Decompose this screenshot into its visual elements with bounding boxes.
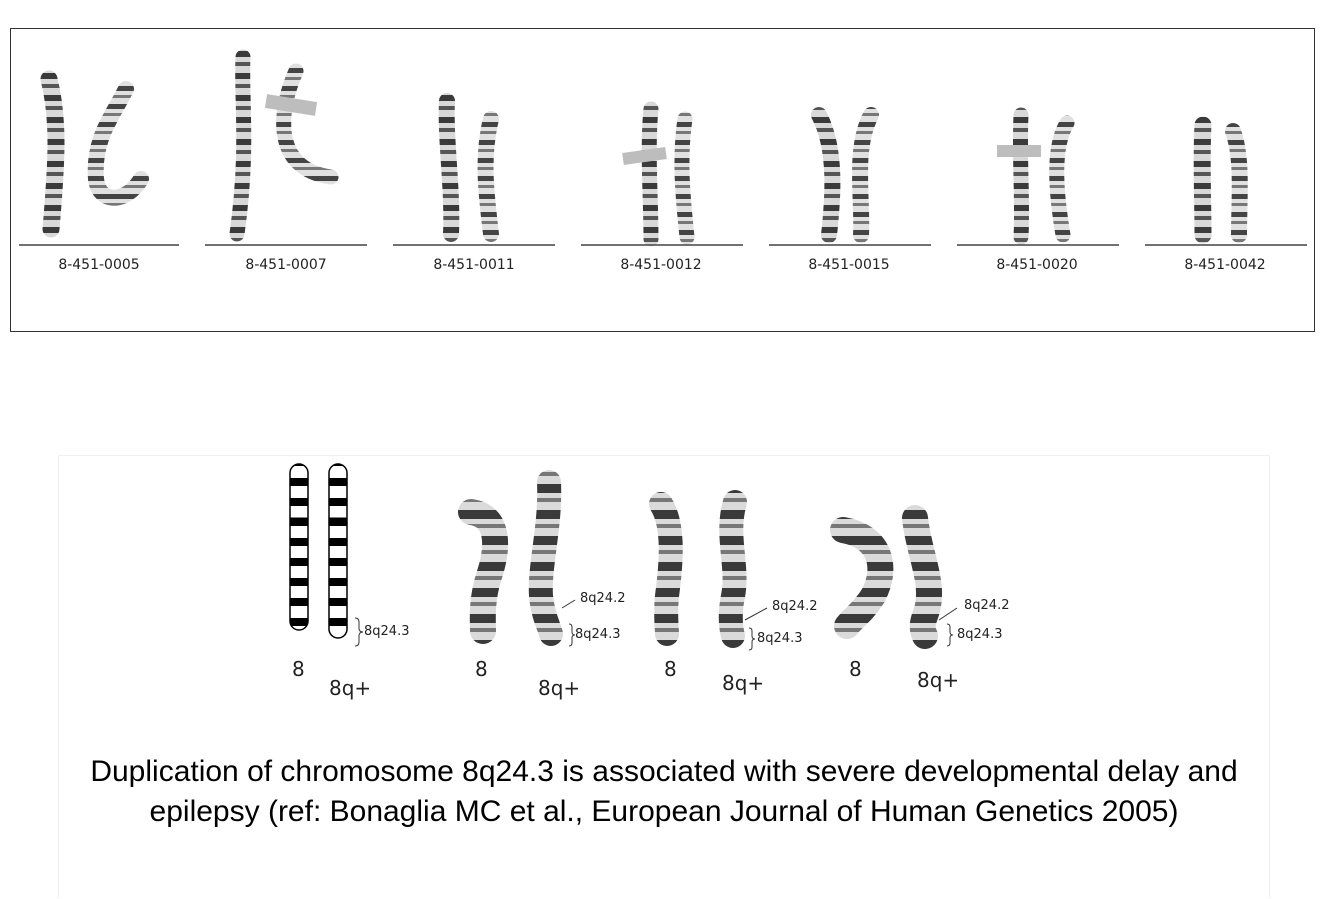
chromosome-pair (623, 109, 687, 239)
ideogram-normal (290, 464, 308, 630)
band-label: 8q24.3 (957, 627, 1003, 642)
chromosome-pair (819, 115, 871, 235)
sample-id-label: 8-451-0005 (58, 257, 140, 273)
normal-chromosome-label: 8 (849, 657, 862, 681)
normal-chromosome-label: 8 (475, 657, 488, 681)
derived-chromosome-label: 8q+ (538, 676, 581, 700)
sample-id-label: 8-451-0011 (433, 257, 515, 273)
derived-chromosome-label: 8q+ (722, 671, 765, 695)
sample-id-label: 8-451-0042 (1184, 257, 1266, 273)
derived-chromosome-label: 8q+ (917, 668, 960, 692)
derived-chromosome-label: 8q+ (329, 676, 372, 700)
sample-id-label: 8-451-0020 (996, 257, 1078, 273)
chromosome-pair (49, 79, 141, 229)
karyotype-panel (10, 28, 1315, 332)
karyotype-drawing (11, 29, 1316, 333)
band-label: 8q24.3 (575, 627, 621, 642)
chromosome-pair (471, 482, 551, 634)
band-label: 8q24.2 (964, 598, 1010, 613)
band-label: 8q24.3 (364, 624, 410, 639)
normal-chromosome-label: 8 (292, 657, 305, 681)
chromosome-pair (997, 115, 1067, 237)
band-label: 8q24.2 (772, 599, 818, 614)
normal-chromosome-label: 8 (664, 657, 677, 681)
sample-id-label: 8-451-0015 (808, 257, 890, 273)
sample-id-label: 8-451-0012 (620, 257, 702, 273)
band-label: 8q24.3 (757, 631, 803, 646)
chromosome-pair (447, 101, 491, 234)
chromosome-pair (1202, 125, 1240, 235)
ideogram-duplicated (329, 464, 347, 638)
chromosome-pair (661, 502, 735, 636)
sample-id-label: 8-451-0007 (245, 257, 327, 273)
duplication-figure (58, 455, 1270, 898)
chromosome-pair (843, 518, 929, 636)
band-label: 8q24.2 (580, 591, 626, 606)
chromosome-pair (237, 57, 331, 234)
figure-caption: Duplication of chromosome 8q24.3 is associated with severe developmental delay and epilepsy (ref: Bonaglia MC et al., European Journal of Human Genetics 2005) (90, 755, 1238, 828)
